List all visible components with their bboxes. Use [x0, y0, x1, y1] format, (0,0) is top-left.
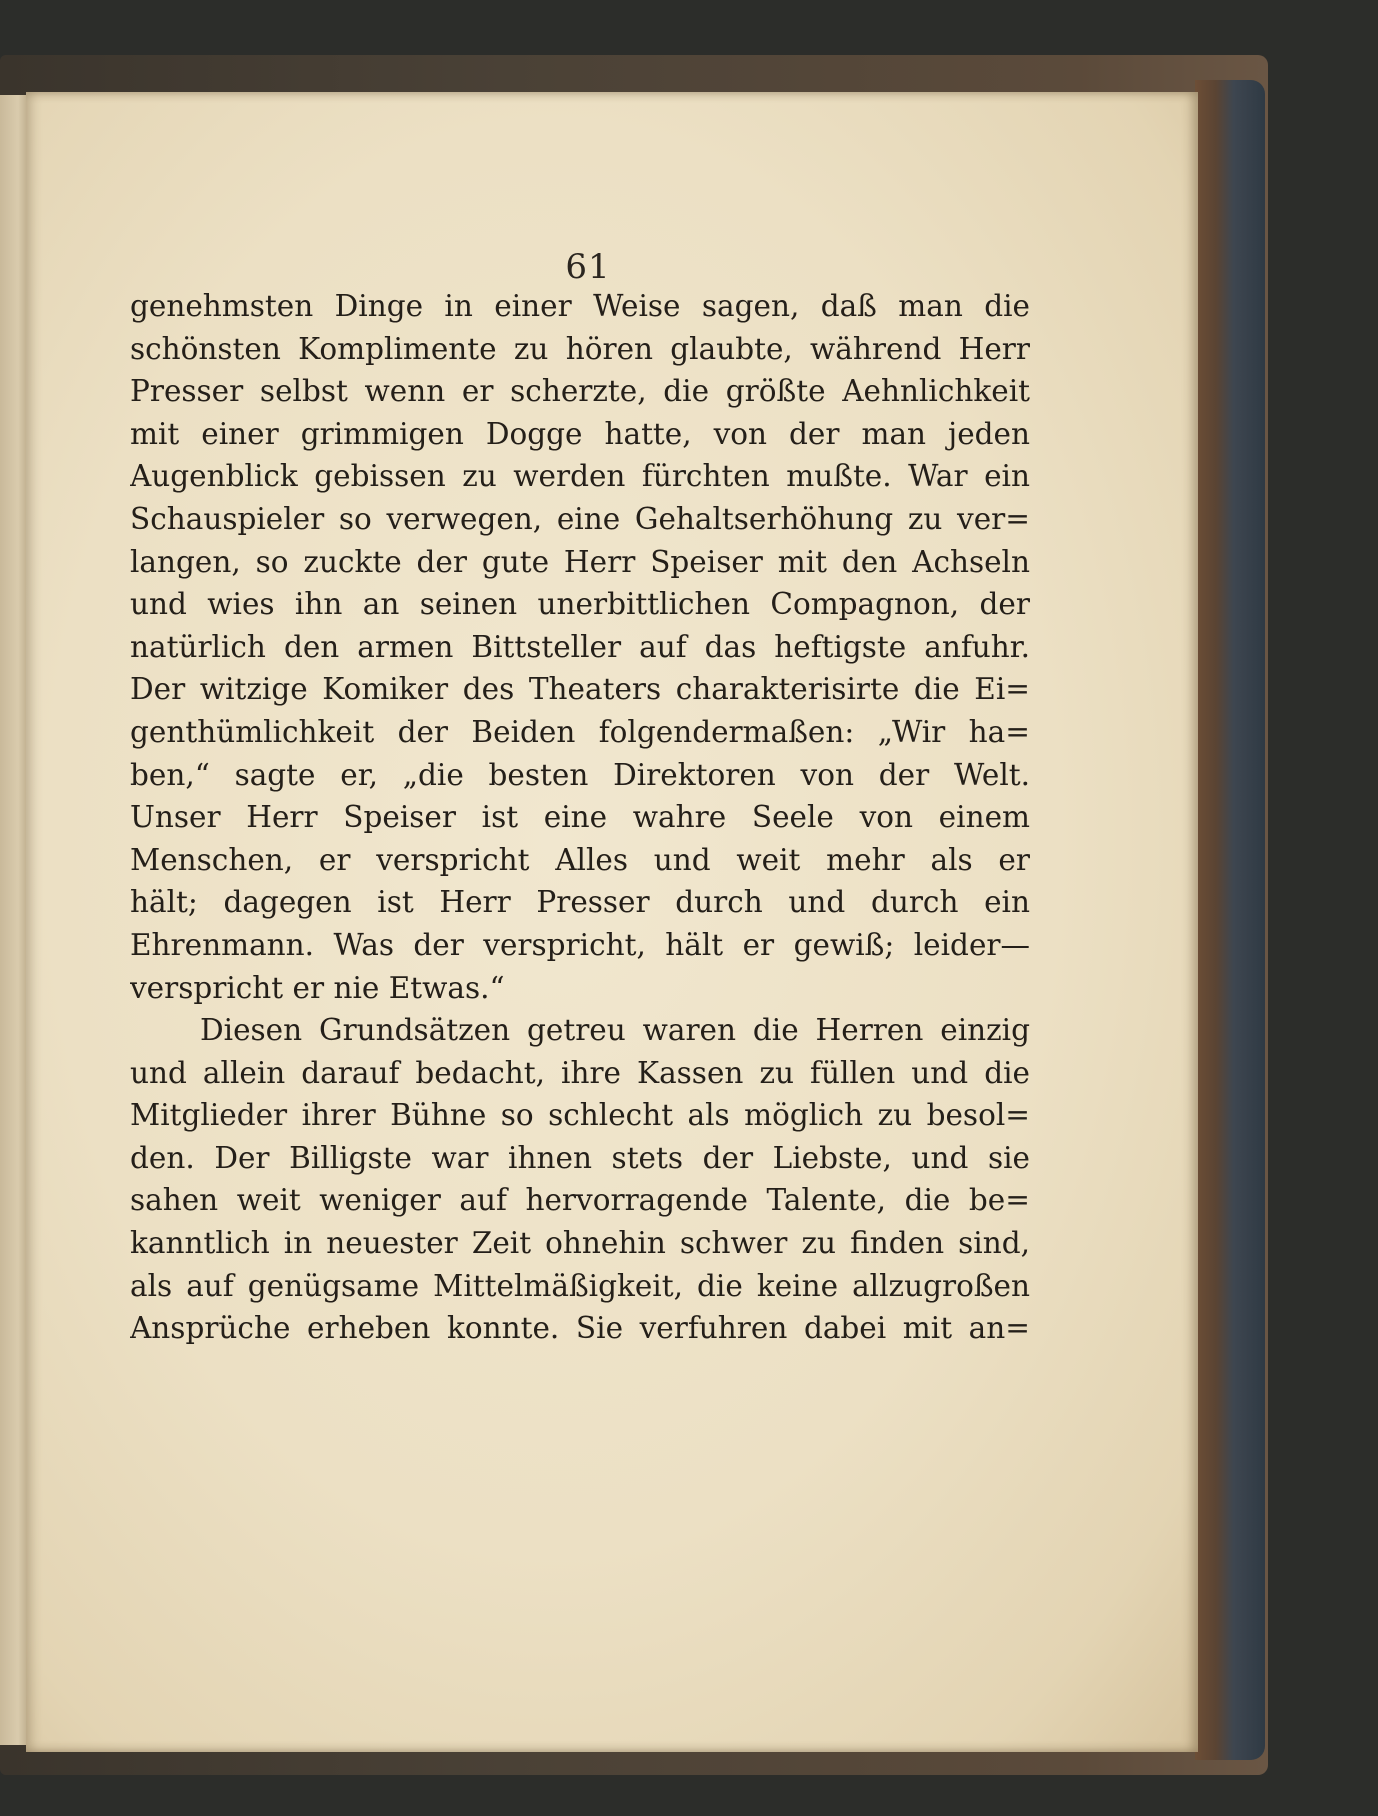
text-line: Schauspieler so verwegen, eine Gehaltserhöhung zu ver= — [130, 501, 1030, 536]
text-line: ben,“ sagte er, „die besten Direktoren von der Welt. — [130, 757, 1030, 792]
text-line: und wies ihn an seinen unerbittlichen Compagnon, der — [130, 587, 1030, 622]
text-line: Presser selbst wenn er scherzte, die größte Aehnlichkeit — [130, 374, 1030, 409]
text-line: den. Der Billigste war ihnen stets der Liebste, und sie — [130, 1140, 1030, 1175]
text-line: genthümlichkeit der Beiden folgendermaßen: „Wir ha= — [130, 714, 1030, 749]
book-spine-edge — [1195, 80, 1265, 1760]
text-line: und allein darauf bedacht, ihre Kassen zu füllen und die — [130, 1055, 1030, 1090]
paragraph-1 — [130, 285, 1030, 1009]
page-number: 61 — [565, 247, 611, 287]
text-line: hält; dagegen ist Herr Presser durch und durch ein — [130, 885, 1030, 920]
text-line: kanntlich in neuester Zeit ohnehin schwer zu finden sind, — [130, 1226, 1030, 1261]
paragraph-2 — [130, 1009, 1030, 1350]
text-line: Unser Herr Speiser ist eine wahre Seele von einem — [130, 800, 1030, 835]
text-line: schönsten Komplimente zu hören glaubte, während Herr — [130, 331, 1030, 366]
text-line: mit einer grimmigen Dogge hatte, von der man jeden — [130, 416, 1030, 451]
text-line: Augenblick gebissen zu werden fürchten mußte. War ein — [130, 459, 1030, 494]
text-line: Ehrenmann. Was der verspricht, hält er gewiß; leider— — [130, 927, 1030, 962]
text-line: Mitglieder ihrer Bühne so schlecht als möglich zu besol= — [130, 1098, 1030, 1133]
text-line: sahen weit weniger auf hervorragende Talente, die be= — [130, 1183, 1030, 1218]
text-line: natürlich den armen Bittsteller auf das heftigste anfuhr. — [130, 629, 1030, 664]
text-line: als auf genügsame Mittelmäßigkeit, die keine allzugroßen — [130, 1268, 1030, 1303]
text-line: langen, so zuckte der gute Herr Speiser mit den Achseln — [130, 544, 1030, 579]
text-line: verspricht er nie Etwas.“ — [130, 970, 505, 1005]
text-line: Menschen, er verspricht Alles und weit mehr als er — [130, 842, 1030, 877]
text-line: Diesen Grundsätzen getreu waren die Herren einzig — [200, 1013, 1030, 1048]
text-line: genehmsten Dinge in einer Weise sagen, daß man die — [130, 289, 1030, 323]
text-line: Der witzige Komiker des Theaters charakterisirte die Ei= — [130, 672, 1030, 707]
text-line: Ansprüche erheben konnte. Sie verfuhren dabei mit an= — [130, 1311, 1030, 1346]
page-text — [130, 285, 1030, 1350]
book-page — [26, 92, 1198, 1752]
